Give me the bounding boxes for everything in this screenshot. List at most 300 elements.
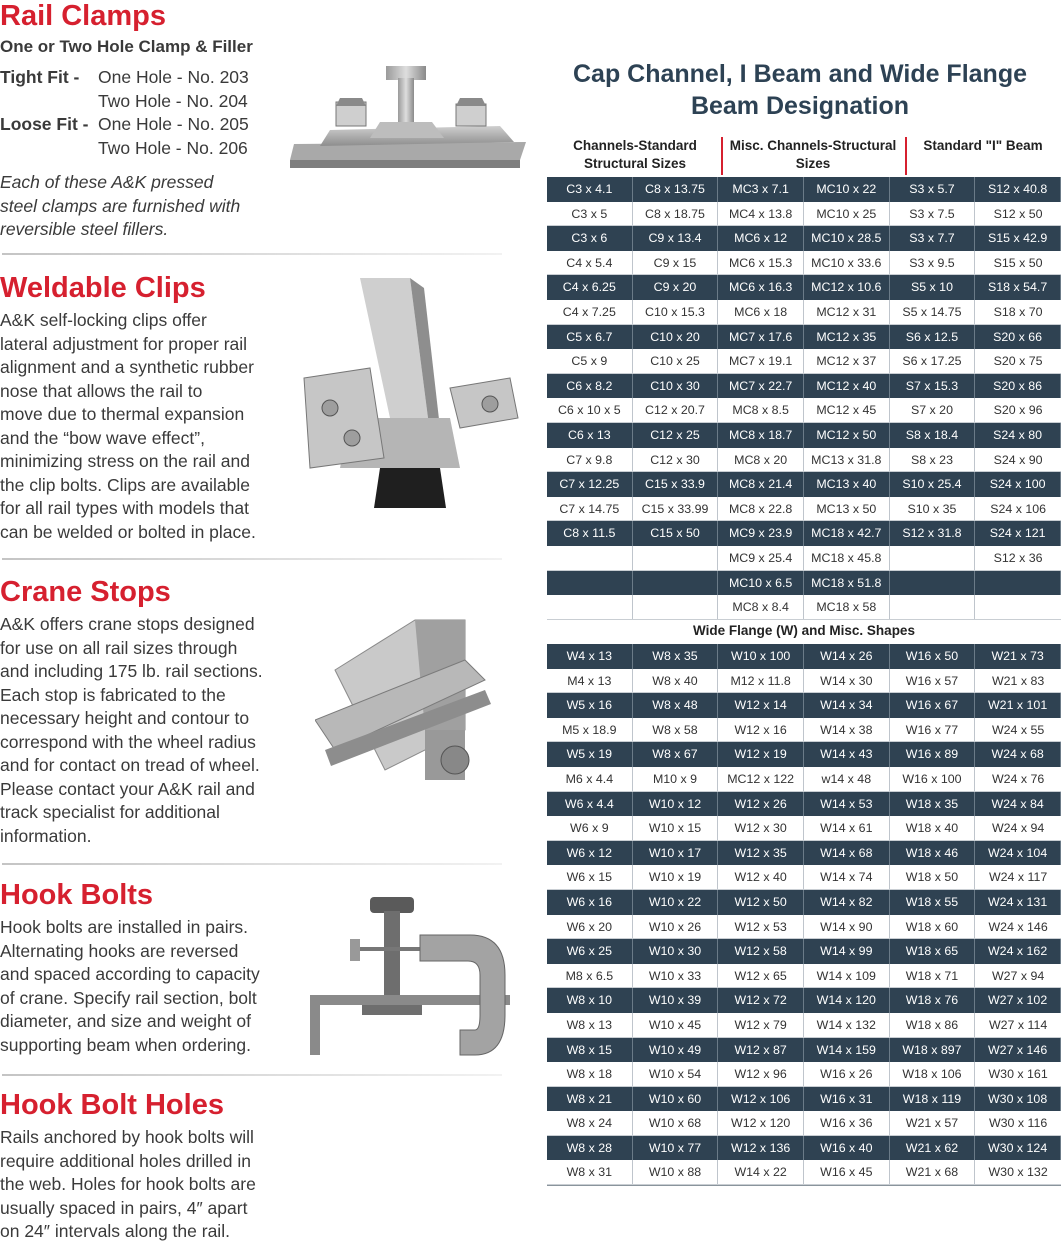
table-row	[547, 226, 1061, 251]
table-cell: C9 x 13.4	[633, 226, 719, 251]
table-cell: C6 x 10 x 5	[547, 398, 633, 422]
loose-fit-label: Loose Fit -	[0, 114, 89, 134]
table-cell: W12 x 106	[718, 1087, 804, 1112]
table-cell: W24 x 94	[991, 821, 1045, 836]
table-cell: W8 x 13	[547, 1013, 633, 1037]
hook-bolt-holes-section	[0, 1089, 520, 1244]
table-cell: S24 x 121	[975, 521, 1061, 546]
table-cell: W8 x 31	[547, 1160, 633, 1184]
table-cell: S7 x 15.3	[890, 374, 976, 399]
table-cell: W18 x 76	[890, 988, 976, 1013]
table-cell: C10 x 25	[633, 349, 719, 373]
table-row	[547, 497, 1061, 522]
text-line: of crane. Specify rail section, bolt	[0, 987, 257, 1008]
table-cell: W10 x 22	[633, 890, 719, 915]
table-row	[547, 177, 1061, 202]
table-cell: MC12 x 45	[804, 398, 890, 422]
table-cell: W14 x 159	[804, 1038, 890, 1063]
table-cell: W27 x 114	[988, 1017, 1048, 1032]
table-cell: C12 x 25	[633, 423, 719, 448]
table-cell: W10 x 30	[633, 939, 719, 964]
table-cell: MC18 x 51.8	[804, 571, 890, 596]
table-title-line-2: Beam Designation	[690, 92, 910, 120]
table-cell: MC7 x 19.1	[718, 349, 804, 373]
table-cell: M4 x 13	[547, 669, 633, 693]
loose-fit-one-hole: One Hole - No. 205	[98, 114, 249, 134]
table-cell: MC8 x 22.8	[718, 497, 804, 521]
table-cell: MC6 x 12	[718, 226, 804, 251]
table-cell: S3 x 7.7	[890, 226, 976, 251]
table-cell: W21 x 83	[991, 673, 1045, 688]
table-cell: W8 x 24	[547, 1111, 633, 1135]
table-cell: W8 x 58	[633, 718, 719, 742]
weldable-clip-image	[300, 268, 522, 518]
crane-stop-image	[315, 600, 515, 800]
table-cell: W21 x 101	[975, 693, 1061, 718]
table-cell: MC12 x 37	[804, 349, 890, 373]
table-cell: C10 x 30	[633, 374, 719, 399]
table-cell: S10 x 25.4	[890, 472, 976, 497]
table-cell: W6 x 9	[547, 816, 633, 840]
table-cell: W16 x 67	[890, 693, 976, 718]
header-misc-channels	[723, 137, 903, 173]
product-descriptions	[0, 0, 520, 1241]
table-cell: W24 x 117	[988, 870, 1048, 885]
text-line: nose that allows the rail to	[0, 380, 203, 401]
table-cell: W14 x 109	[804, 964, 890, 988]
table-cell: W14 x 90	[804, 915, 890, 939]
table-cell: W12 x 50	[718, 890, 804, 915]
table-cell: W18 x 46	[890, 841, 976, 866]
table-row	[547, 865, 1061, 890]
table-bottom-rule	[547, 1185, 1061, 1186]
text-line: for all rail types with models that	[0, 498, 249, 518]
table-cell: MC6 x 18	[718, 300, 804, 324]
table-cell: W10 x 88	[633, 1160, 719, 1184]
table-cell: MC13 x 40	[804, 472, 890, 497]
table-cell: W10 x 54	[633, 1062, 719, 1086]
table-cell: S20 x 75	[993, 354, 1043, 369]
table-cell	[547, 595, 633, 619]
table-cell: MC8 x 8.5	[718, 398, 804, 422]
table-row	[547, 767, 1061, 792]
table-cell: W16 x 100	[890, 767, 976, 791]
text-line: correspond with the wheel radius	[0, 731, 256, 752]
table-cell: MC10 x 25	[804, 202, 890, 226]
text-line: and for contact on tread of wheel.	[0, 755, 260, 775]
table-row	[547, 300, 1061, 325]
table-cell	[547, 571, 633, 596]
text-line: minimizing stress on the rail and	[0, 451, 250, 471]
table-cell: C8 x 13.75	[633, 177, 719, 202]
rail-clamps-subtitle: One or Two Hole Clamp & Filler	[0, 37, 253, 56]
table-cell: W18 x 35	[890, 792, 976, 817]
table-cell	[890, 571, 976, 596]
table-cell: W16 x 89	[890, 742, 976, 767]
table-cell: C12 x 20.7	[633, 398, 719, 422]
crane-stops-text	[0, 613, 300, 848]
table-cell: W12 x 58	[718, 939, 804, 964]
table-cell: W8 x 10	[547, 988, 633, 1013]
table-cell: W10 x 39	[633, 988, 719, 1013]
table-cell: S12 x 40.8	[975, 177, 1061, 202]
table-cell: S12 x 31.8	[890, 521, 976, 546]
table-cell: S15 x 50	[993, 255, 1043, 270]
table-cell: MC10 x 33.6	[804, 251, 890, 275]
table-cell: W14 x 99	[804, 939, 890, 964]
text-line: for use on all rail sizes through	[0, 637, 238, 658]
table-row	[547, 448, 1061, 473]
table-cell: MC10 x 28.5	[804, 226, 890, 251]
text-line: Each stop is fabricated to the	[0, 684, 226, 705]
table-cell: W21 x 73	[975, 644, 1061, 669]
table-cell: MC6 x 16.3	[718, 275, 804, 300]
table-cell: S20 x 96	[993, 403, 1043, 418]
table-cell: MC10 x 22	[804, 177, 890, 202]
table-cell: MC10 x 6.5	[718, 571, 804, 596]
text-line: can be welded or bolted in place.	[0, 521, 256, 542]
table-cell: C8 x 18.75	[633, 202, 719, 226]
table-cell: M12 x 11.8	[718, 669, 804, 693]
table-cell: W30 x 116	[988, 1116, 1048, 1131]
table-cell: MC12 x 31	[804, 300, 890, 324]
table-cell: W5 x 16	[547, 693, 633, 718]
table-cell: W21 x 62	[890, 1136, 976, 1161]
table-row	[547, 915, 1061, 940]
table-cell: S18 x 70	[993, 304, 1043, 319]
table-cell: C7 x 12.25	[547, 472, 633, 497]
table-cell: MC3 x 7.1	[718, 177, 804, 202]
hook-bolt-image	[300, 895, 515, 1065]
table-cell: W18 x 106	[890, 1062, 976, 1086]
table-title-line-1: Cap Channel, I Beam and Wide Flange	[572, 60, 1028, 88]
rail-clamps-note	[0, 171, 520, 242]
divider	[2, 863, 502, 865]
table-cell: MC4 x 13.8	[718, 202, 804, 226]
table-row	[547, 1013, 1061, 1038]
table-cell: S20 x 86	[975, 374, 1061, 399]
table-cell: W18 x 897	[890, 1038, 976, 1063]
text-line: move due to thermal expansion	[0, 404, 245, 424]
table-cell: W14 x 34	[804, 693, 890, 718]
text-line: require additional holes drilled in	[0, 1150, 251, 1171]
table-cell: W16 x 57	[890, 669, 976, 693]
table-cell: MC18 x 45.8	[804, 546, 890, 570]
table-row	[547, 546, 1061, 571]
table-row	[547, 890, 1061, 915]
divider	[2, 253, 502, 255]
table-row	[547, 398, 1061, 423]
table-cell: C7 x 9.8	[547, 448, 633, 472]
table-row	[547, 841, 1061, 866]
table-column-headers	[547, 137, 1061, 175]
table-cell: W6 x 4.4	[547, 792, 633, 817]
table-row	[547, 325, 1061, 350]
table-cell: S12 x 36	[993, 550, 1043, 565]
table-cell: MC12 x 50	[804, 423, 890, 448]
table-cell: W14 x 38	[804, 718, 890, 742]
text-line: diameter, and size and weight of	[0, 1011, 251, 1031]
table-row	[547, 349, 1061, 374]
table-cell: W27 x 146	[975, 1038, 1061, 1063]
table-cell: S24 x 100	[975, 472, 1061, 497]
table-cell: C4 x 6.25	[547, 275, 633, 300]
table-cell: W12 x 35	[718, 841, 804, 866]
table-cell: W10 x 60	[633, 1087, 719, 1112]
table-cell: W10 x 68	[633, 1111, 719, 1135]
table-cell: W24 x 68	[975, 742, 1061, 767]
table-row	[547, 816, 1061, 841]
hook-bolts-title: Hook Bolts	[0, 879, 154, 911]
table-cell: W16 x 50	[890, 644, 976, 669]
table-cell: W8 x 18	[547, 1062, 633, 1086]
table-cell: C7 x 14.75	[547, 497, 633, 521]
table-cell: MC18 x 58	[804, 595, 890, 619]
tight-fit-two-hole: Two Hole - No. 204	[98, 90, 248, 111]
text-line: A&K self-locking clips offer	[0, 310, 207, 330]
table-cell: MC7 x 17.6	[718, 325, 804, 350]
header-standard-i-beam	[905, 137, 1061, 155]
table-cell: C15 x 33.99	[633, 497, 719, 521]
table-cell: C9 x 15	[633, 251, 719, 275]
table-cell: S24 x 80	[975, 423, 1061, 448]
header-channels-standard	[547, 137, 723, 173]
beam-designation-table	[545, 0, 1063, 1241]
table-row	[547, 693, 1061, 718]
table-cell	[633, 571, 719, 596]
table-cell: S8 x 18.4	[890, 423, 976, 448]
table-cell: C15 x 50	[633, 521, 719, 546]
text-line: Please contact your A&K rail and	[0, 778, 255, 799]
table-row	[547, 275, 1061, 300]
table-cell: W30 x 161	[988, 1067, 1048, 1082]
text-line: Rails anchored by hook bolts will	[0, 1127, 254, 1147]
text-line: and the “bow wave effect”,	[0, 427, 205, 448]
table-row	[547, 1111, 1061, 1136]
table-cell	[975, 595, 1061, 619]
divider	[2, 558, 502, 560]
text-line: alignment and a synthetic rubber	[0, 357, 254, 377]
table-cell: W30 x 132	[988, 1165, 1048, 1180]
table-cell: W18 x 119	[890, 1087, 976, 1112]
table-row	[547, 742, 1061, 767]
table-cell: W24 x 131	[975, 890, 1061, 915]
text-line: usually spaced in pairs, 4″ apart	[0, 1197, 248, 1218]
table-cell: W24 x 104	[975, 841, 1061, 866]
table-cell: M10 x 9	[633, 767, 719, 791]
text-line: supporting beam when ordering.	[0, 1034, 251, 1055]
header-separator	[721, 137, 723, 175]
table-cell: S24 x 90	[993, 452, 1043, 467]
table-cell: W18 x 65	[890, 939, 976, 964]
text-line: lateral adjustment for proper rail	[0, 333, 248, 354]
table-cell: W14 x 26	[804, 644, 890, 669]
divider	[2, 1074, 502, 1076]
table-cell	[975, 571, 1061, 596]
table-cell: MC8 x 21.4	[718, 472, 804, 497]
table-cell: W18 x 55	[890, 890, 976, 915]
table-cell	[890, 546, 976, 570]
table-cell: W21 x 57	[890, 1111, 976, 1135]
table-cell: W18 x 86	[890, 1013, 976, 1037]
table-cell: W18 x 60	[890, 915, 976, 939]
weldable-clips-title: Weldable Clips	[0, 272, 206, 304]
table-cell: MC12 x 35	[804, 325, 890, 350]
table-cell: W14 x 74	[804, 865, 890, 889]
table-cell: W12 x 14	[718, 693, 804, 718]
table-cell	[633, 595, 719, 619]
table-cell: MC8 x 18.7	[718, 423, 804, 448]
table-cell: W14 x 120	[804, 988, 890, 1013]
table-cell: S8 x 23	[890, 448, 976, 472]
table-cell: S3 x 9.5	[890, 251, 976, 275]
text-line: the clip bolts. Clips are available	[0, 474, 250, 495]
table-cell: S12 x 50	[993, 206, 1043, 221]
table-cell: W8 x 21	[547, 1087, 633, 1112]
text-line: Hook bolts are installed in pairs.	[0, 917, 249, 937]
table-cell: W12 x 72	[718, 988, 804, 1013]
table-cell	[890, 595, 976, 619]
table-cell: M5 x 18.9	[547, 718, 633, 742]
table-cell: W14 x 22	[718, 1160, 804, 1184]
table-cell: S6 x 17.25	[890, 349, 976, 373]
table-cell: W30 x 124	[975, 1136, 1061, 1161]
table-cell: W8 x 28	[547, 1136, 633, 1161]
text-line: the web. Holes for hook bolts are	[0, 1174, 256, 1194]
text-line: and including 175 lb. rail sections.	[0, 661, 263, 681]
table-cell: S5 x 10	[890, 275, 976, 300]
note-line: Each of these A&K pressed	[0, 172, 214, 192]
table-row	[547, 644, 1061, 669]
table-cell: W12 x 19	[718, 742, 804, 767]
table-cell: MC8 x 8.4	[718, 595, 804, 619]
table-cell: C6 x 13	[547, 423, 633, 448]
table-cell: W8 x 15	[547, 1038, 633, 1063]
table-cell	[633, 546, 719, 570]
table-cell: W12 x 136	[718, 1136, 804, 1161]
table-cell: C10 x 20	[633, 325, 719, 350]
table-cell: C10 x 15.3	[633, 300, 719, 324]
table-cell: W24 x 146	[988, 919, 1048, 934]
table-row	[547, 595, 1061, 620]
table-cell: W21 x 68	[890, 1160, 976, 1184]
table-cell: S3 x 7.5	[890, 202, 976, 226]
table-row	[547, 1160, 1061, 1185]
table-row	[547, 718, 1061, 743]
table-cell: W12 x 30	[718, 816, 804, 840]
table-cell: W10 x 33	[633, 964, 719, 988]
table-cell: MC12 x 10.6	[804, 275, 890, 300]
table-cell: M8 x 6.5	[547, 964, 633, 988]
table-row	[547, 1087, 1061, 1112]
header-separator	[905, 137, 907, 175]
hook-bolt-holes-text	[0, 1126, 300, 1244]
crane-stops-title: Crane Stops	[0, 576, 171, 608]
table-cell: W14 x 82	[804, 890, 890, 915]
table-cell: MC7 x 22.7	[718, 374, 804, 399]
header-line: Structural Sizes	[583, 156, 687, 171]
table-row	[547, 423, 1061, 448]
table-cell: W8 x 48	[633, 693, 719, 718]
table-row	[547, 669, 1061, 694]
text-line: on 24″ intervals along the rail.	[0, 1221, 230, 1241]
note-line: reversible steel fillers.	[0, 219, 169, 239]
table-cell: W10 x 17	[633, 841, 719, 866]
table-title	[545, 58, 1055, 122]
table-cell	[547, 546, 633, 570]
table-cell: MC18 x 42.7	[804, 521, 890, 546]
table-cell: W8 x 67	[633, 742, 719, 767]
table-cell: C5 x 6.7	[547, 325, 633, 350]
header-line: Channels-Standard	[573, 138, 697, 153]
loose-fit-two-hole: Two Hole - No. 206	[98, 137, 248, 158]
table-row	[547, 472, 1061, 497]
table-cell: W24 x 76	[991, 771, 1045, 786]
table-cell: MC13 x 50	[804, 497, 890, 521]
table-row	[547, 1136, 1061, 1161]
table-cell: W4 x 13	[547, 644, 633, 669]
table-cell: C3 x 6	[547, 226, 633, 251]
table-cell: W10 x 100	[718, 644, 804, 669]
table-cell: W12 x 53	[718, 915, 804, 939]
table-row	[547, 988, 1061, 1013]
table-cell: W10 x 49	[633, 1038, 719, 1063]
table-cell: W12 x 87	[718, 1038, 804, 1063]
table-cell: C5 x 9	[547, 349, 633, 373]
text-line: information.	[0, 825, 92, 846]
table-cell: W18 x 71	[890, 964, 976, 988]
table-cell: W24 x 55	[991, 722, 1045, 737]
table-cell: C6 x 8.2	[547, 374, 633, 399]
table-cell: MC9 x 25.4	[718, 546, 804, 570]
table-row	[547, 1038, 1061, 1063]
table-cell: W10 x 26	[633, 915, 719, 939]
header-line: Sizes	[795, 156, 831, 171]
table-cell: MC8 x 20	[718, 448, 804, 472]
rail-clamps-title: Rail Clamps	[0, 0, 166, 32]
table-cell: W16 x 77	[890, 718, 976, 742]
channels-grid	[547, 177, 1061, 620]
table-cell: C15 x 33.9	[633, 472, 719, 497]
table-cell: W12 x 65	[718, 964, 804, 988]
table-cell: W6 x 12	[547, 841, 633, 866]
table-cell: S18 x 54.7	[975, 275, 1061, 300]
table-cell: C12 x 30	[633, 448, 719, 472]
table-cell: W24 x 162	[975, 939, 1061, 964]
table-cell: W10 x 15	[633, 816, 719, 840]
table-cell: W10 x 77	[633, 1136, 719, 1161]
table-cell: MC9 x 23.9	[718, 521, 804, 546]
table-row	[547, 1062, 1061, 1087]
header-line: Standard "I" Beam	[923, 138, 1043, 153]
table-cell: W16 x 40	[804, 1136, 890, 1161]
table-cell: W16 x 45	[804, 1160, 890, 1184]
table-row	[547, 792, 1061, 817]
table-cell: W12 x 96	[718, 1062, 804, 1086]
table-cell: W10 x 19	[633, 865, 719, 889]
hook-bolts-text	[0, 916, 300, 1057]
text-line: Alternating hooks are reversed	[0, 940, 239, 961]
table-row	[547, 374, 1061, 399]
text-line: necessary height and contour to	[0, 708, 250, 728]
table-cell: W5 x 19	[547, 742, 633, 767]
rail-clamp-image	[290, 60, 530, 172]
table-cell: W12 x 79	[718, 1013, 804, 1037]
table-cell: S24 x 106	[990, 501, 1047, 516]
table-cell: W12 x 16	[718, 718, 804, 742]
table-cell: W10 x 12	[633, 792, 719, 817]
table-cell: W10 x 45	[633, 1013, 719, 1037]
